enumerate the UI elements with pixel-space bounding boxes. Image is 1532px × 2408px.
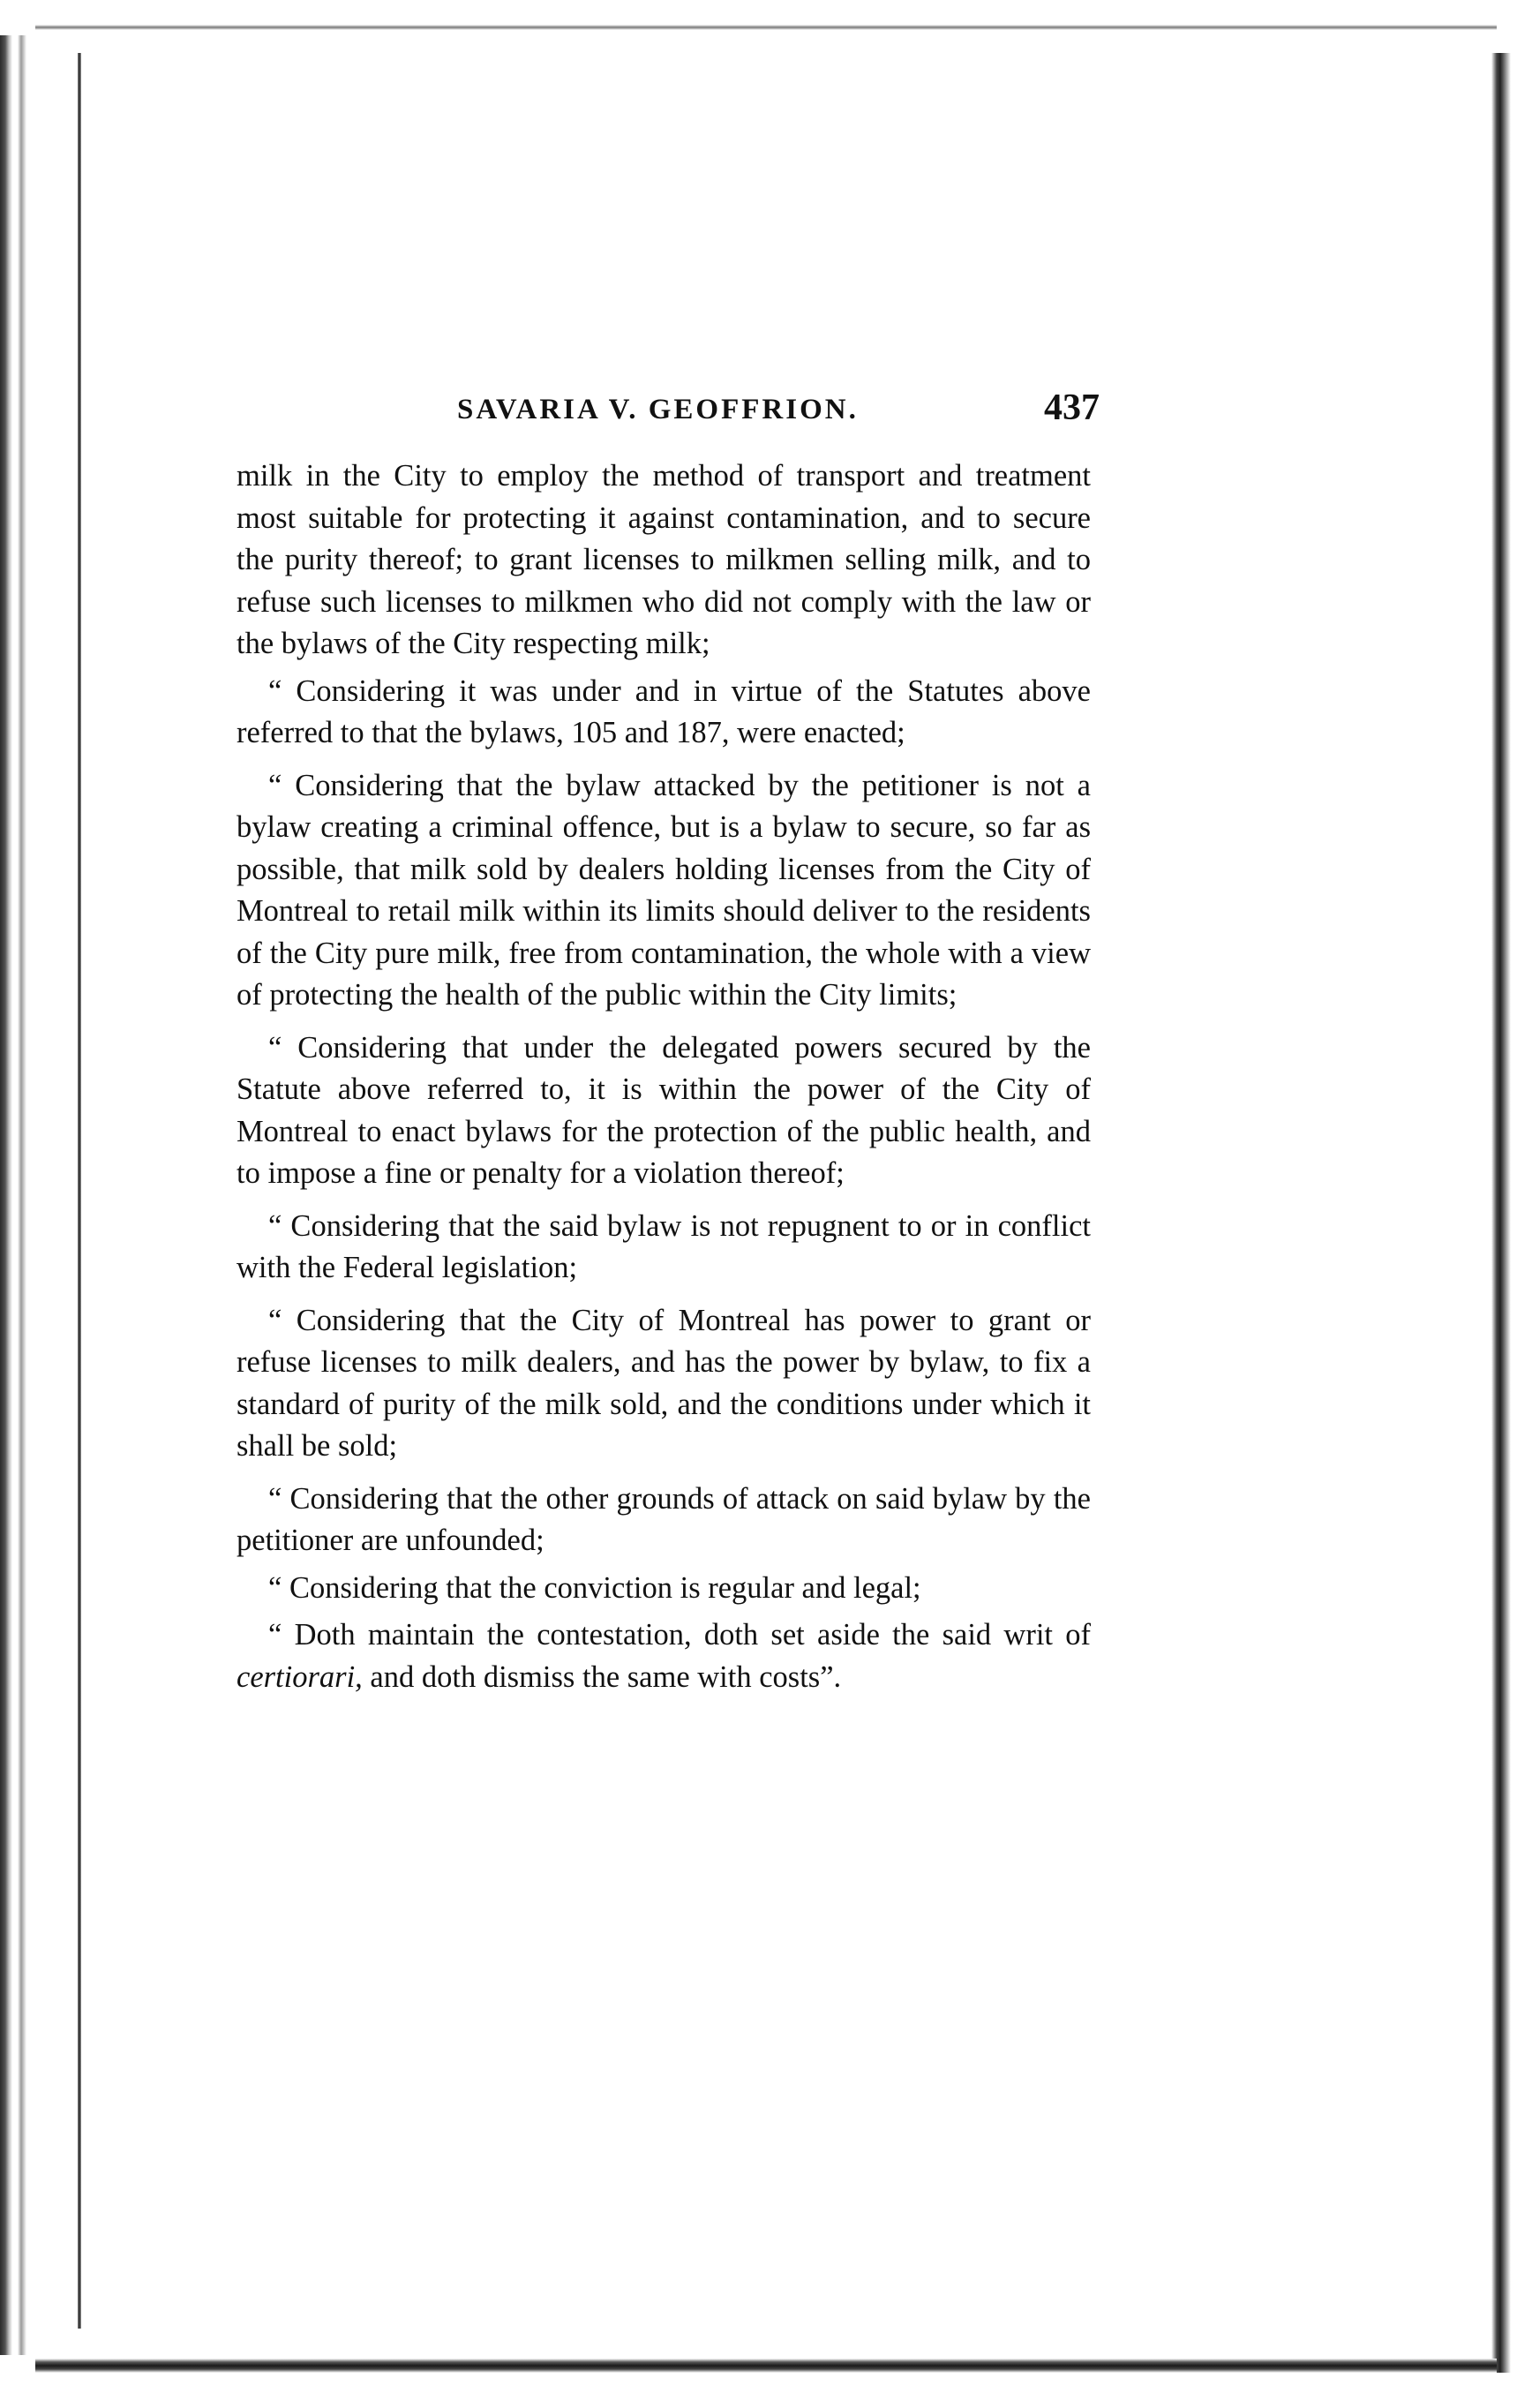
- paragraph-considering-delegated-powers: “ Considering that under the delegated powers secured by the Statute above referred to, it is within the power of the City of Montreal to enact bylaws for the protection of the public health, and to impose a fine or penalty for a violation thereof;: [237, 1030, 1091, 1190]
- scan-edge-right: [1491, 53, 1532, 2373]
- paragraph-considering-conviction: “ Considering that the conviction is regular and legal;: [268, 1570, 921, 1605]
- running-title: SAVARIA V. GEOFFRION.: [457, 394, 859, 425]
- paragraph-judgment: [237, 1614, 1091, 1698]
- page-gutter: [78, 53, 81, 2329]
- scan-edge-top: [35, 25, 1497, 30]
- judgment-text-end: and doth dismiss the same with costs”.: [362, 1659, 842, 1694]
- paragraph-continuation: milk in the City to employ the method of transport and treatment most suitable for protecting it against contamination, and to secure the purity thereof; to grant licenses to milkmen selling milk, and to refuse such licenses to milkmen who did not comply with the law or the bylaws of the City respecting milk;: [237, 459, 1091, 660]
- judgment-text-start: “ Doth maintain the contestation, doth set aside the said writ of: [268, 1618, 1091, 1652]
- page-number: 437: [1044, 388, 1100, 428]
- judgment-text-italic: certiorari,: [237, 1659, 363, 1694]
- paragraph-considering-statutes: “ Considering it was under and in virtue of the Statutes above referred to that the bylaws, 105 and 187, were enacted;: [237, 673, 1091, 749]
- paragraph-considering-not-repugnent: “ Considering that the said bylaw is not repugnent to or in conflict with the Federal legislation;: [237, 1208, 1091, 1284]
- page-content: [237, 385, 1100, 1698]
- paragraph-considering-bylaw-attacked: “ Considering that the bylaw attacked by the petitioner is not a bylaw creating a criminal offence, but is a bylaw to secure, so far as possible, that milk sold by dealers holding licenses from the City of Montreal to retail milk within its limits should deliver to the residents of the City pure milk, free from contamination, the whole with a view of protecting the health of the public within the City limits;: [237, 768, 1091, 1012]
- scan-edge-bottom: [35, 2359, 1497, 2373]
- scan-edge-left: [0, 35, 32, 2355]
- running-head: [237, 385, 1100, 438]
- paragraph-considering-licenses: “ Considering that the City of Montreal has power to grant or refuse licenses to milk dealers, and has the power by bylaw, to fix a standard of purity of the milk sold, and the conditions under which it shall be sold;: [237, 1303, 1091, 1463]
- paragraph-considering-grounds: “ Considering that the other grounds of attack on said bylaw by the petitioner are unfounded;: [237, 1481, 1091, 1557]
